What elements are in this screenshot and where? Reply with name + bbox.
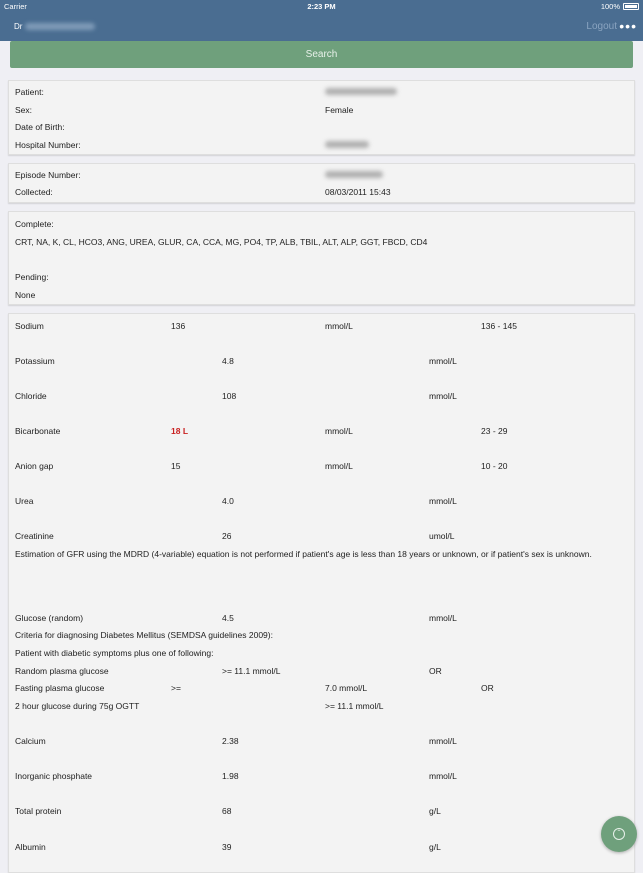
search-button[interactable]: Search — [10, 41, 633, 68]
result-range: 10 - 20 — [481, 461, 508, 471]
result-range: 136 - 145 — [481, 321, 517, 331]
sex-value: Female — [325, 105, 354, 115]
result-name: Anion gap — [15, 461, 54, 471]
episode-number-redacted — [325, 170, 383, 180]
more-menu-icon[interactable]: ••• — [619, 18, 637, 34]
pending-label: Pending: — [15, 272, 49, 282]
collected-label: Collected: — [15, 187, 53, 197]
dob-label: Date of Birth: — [15, 122, 65, 132]
result-value: 4.5 — [222, 613, 234, 623]
doctor-name — [14, 22, 95, 31]
result-unit: umol/L — [429, 531, 455, 541]
episode-card — [8, 163, 635, 203]
random-glucose-label: Random plasma glucose — [15, 666, 109, 676]
diabetes-symptoms-note: Patient with diabetic symptoms plus one of following: — [15, 648, 214, 658]
clock: 2:23 PM — [307, 2, 336, 11]
or-label: OR — [481, 683, 494, 693]
result-unit: mmol/L — [325, 426, 353, 436]
result-unit: mmol/L — [325, 321, 353, 331]
random-glucose-value: >= 11.1 mmol/L — [222, 666, 281, 676]
result-unit: mmol/L — [429, 771, 457, 781]
redacted-name — [25, 23, 95, 30]
result-value: 68 — [222, 806, 232, 816]
complete-label: Complete: — [15, 219, 54, 229]
status-bar — [0, 0, 643, 14]
result-value: 4.8 — [222, 356, 234, 366]
result-value: 26 — [222, 531, 232, 541]
logout-button[interactable]: Logout — [586, 21, 617, 32]
result-unit: mmol/L — [429, 356, 457, 366]
result-range: 23 - 29 — [481, 426, 508, 436]
result-name: Total protein — [15, 806, 62, 816]
result-name: Calcium — [15, 736, 46, 746]
result-name: Potassium — [15, 356, 55, 366]
fasting-glucose-value: 7.0 mmol/L — [325, 683, 368, 693]
pending-value: None — [15, 290, 36, 300]
result-unit: mmol/L — [429, 736, 457, 746]
collected-value: 08/03/2011 15:43 — [325, 187, 391, 197]
complete-tests: CRT, NA, K, CL, HCO3, ANG, UREA, GLUR, CA, CCA, MG, PO4, TP, ALB, TBIL, ALT, ALP, GGT, FBCD, CD4 — [15, 237, 428, 247]
result-value: 2.38 — [222, 736, 239, 746]
scroll-top-button[interactable] — [601, 816, 637, 852]
ogtt-value: >= 11.1 mmol/L — [325, 701, 384, 711]
battery-icon — [623, 3, 639, 10]
hospital-number-label: Hospital Number: — [15, 140, 81, 150]
result-name: Sodium — [15, 321, 44, 331]
doctor-prefix: Dr — [14, 22, 23, 31]
nav-bar — [0, 14, 643, 41]
battery-percent: 100% — [600, 2, 620, 11]
result-value: 108 — [222, 391, 237, 401]
patient-card — [8, 80, 635, 155]
hospital-number-redacted — [325, 140, 369, 150]
battery-indicator — [601, 2, 639, 11]
sex-label: Sex: — [15, 105, 33, 115]
result-value-abnormal: 18 L — [171, 426, 189, 436]
result-name: Glucose (random) — [15, 613, 84, 623]
result-value: 15 — [171, 461, 181, 471]
result-value: 136 — [171, 321, 186, 331]
fasting-glucose-op: >= — [171, 683, 181, 693]
result-value: 1.98 — [222, 771, 239, 781]
carrier-label: Carrier — [4, 2, 27, 11]
gfr-note: Estimation of GFR using the MDRD (4-variable) equation is not performed if patient's age is less than 18 years or unknown, or if patient's sex is unknown. — [15, 549, 592, 559]
test-status-card — [8, 211, 635, 305]
ogtt-label: 2 hour glucose during 75g OGTT — [15, 701, 140, 711]
result-unit: g/L — [429, 842, 441, 852]
chevron-up-icon: ˆ — [613, 828, 625, 840]
diabetes-criteria-title: Criteria for diagnosing Diabetes Mellitus (SEMDSA guidelines 2009): — [15, 630, 273, 640]
result-unit: mmol/L — [429, 613, 457, 623]
fasting-glucose-label: Fasting plasma glucose — [15, 683, 105, 693]
result-unit: mmol/L — [429, 391, 457, 401]
patient-label: Patient: — [15, 87, 44, 97]
patient-name-redacted — [325, 87, 397, 97]
results-card — [8, 313, 635, 873]
result-name: Urea — [15, 496, 34, 506]
result-unit: mmol/L — [429, 496, 457, 506]
result-name: Albumin — [15, 842, 46, 852]
result-value: 4.0 — [222, 496, 234, 506]
episode-label: Episode Number: — [15, 170, 81, 180]
result-unit: mmol/L — [325, 461, 353, 471]
result-name: Creatinine — [15, 531, 54, 541]
result-name: Chloride — [15, 391, 47, 401]
result-unit: g/L — [429, 806, 441, 816]
result-value: 39 — [222, 842, 232, 852]
result-name: Inorganic phosphate — [15, 771, 93, 781]
or-label: OR — [429, 666, 442, 676]
result-name: Bicarbonate — [15, 426, 61, 436]
